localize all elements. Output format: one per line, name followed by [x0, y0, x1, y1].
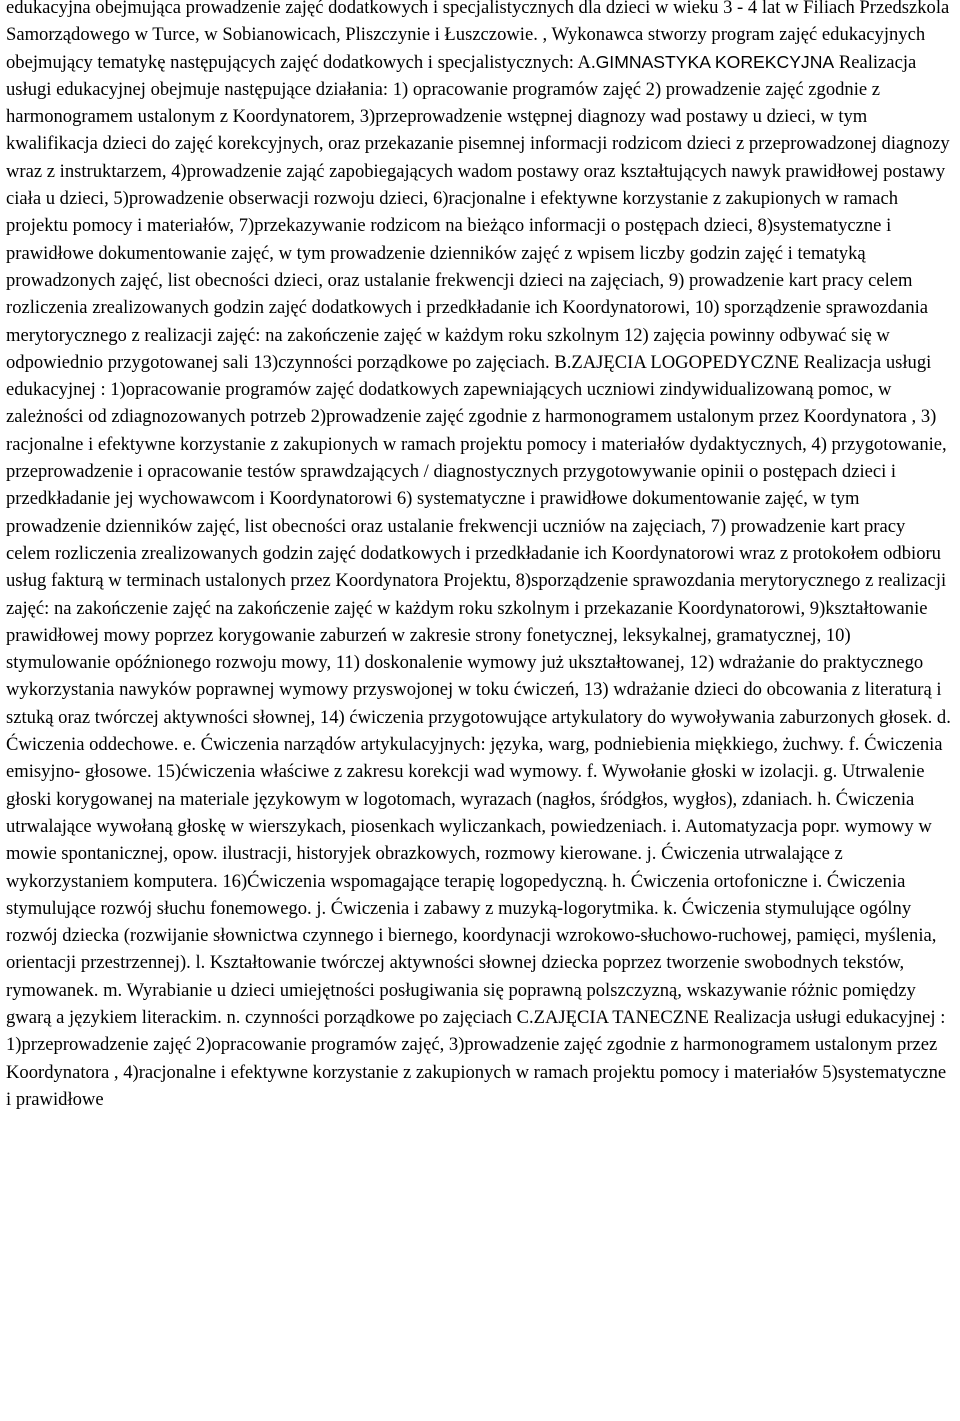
- text-segment-body: Realizacja usługi edukacyjnej obejmuje następujące działania: 1) opracowanie programów zajęć 2) prowadzenie zajęć zgodnie z harmonogramem ustalonym z Koordynatorem, 3)przeprowadzenie wstępnej diagnozy wad postawy u dzieci, w tym kwalifikacja dzieci do zajęć korekcyjnych, oraz przekazanie pisemnej informacji rodzicom dzieci z przeprowadzonej diagnozy wraz z instruktarzem, 4)prowadzenie zająć zapobiegających wadom postawy oraz kształtujących nawyk prawidłowej postawy ciała u dzieci, 5)prowadzenie obserwacji rozwoju dzieci, 6)racjonalne i efektywne korzystanie z zakupionych w ramach projektu pomocy i materiałów, 7)przekazywanie rodzicom na bieżąco informacji o postępach dzieci, 8)systematyczne i prawidłowe dokumentowanie zajęć, w tym prowadzenie dzienników zajęć z wpisem liczby godzin zajęć i tematyką prowadzonych zajęć, list obecności dzieci, oraz ustalanie frekwencji dzieci na zajęciach, 9) prowadzenie kart pracy celem rozliczenia zrealizowanych godzin zajęć dodatkowych i przedkładanie ich Koordynatorowi, 10) sporządzenie sprawozdania merytorycznego z realizacji zajęć: na zakończenie zajęć w każdym roku szkolnym 12) zajęcia powinny odbywać się w odpowiednio przygotowanej sali 13)czynności porządkowe po zajęciach. B.ZAJĘCIA LOGOPEDYCZNE Realizacja usługi edukacyjnej : 1)opracowanie programów zajęć dodatkowych zapewniających uczniowi zindywidualizowaną pomoc, w zależności od zdiagnozowanych potrzeb 2)prowadzenie zajęć zgodnie z harmonogramem ustalonym przez Koordynatora , 3) racjonalne i efektywne korzystanie z zakupionych w ramach projektu pomocy i materiałów dydaktycznych, 4) przygotowanie, przeprowadzenie i opracowanie testów sprawdzających / diagnostycznych przygotowywanie opinii o postępach dzieci i przedkładanie jej wychowawcom i Koordynatorowi 6) systematyczne i prawidłowe dokumentowanie zajęć, w tym prowadzenie dzienników zajęć, list obecności oraz ustalanie frekwencji uczniów na zajęciach, 7) prowadzenie kart pracy celem rozliczenia zrealizowanych godzin zajęć dodatkowych i przedkładanie ich Koordynatorowi wraz z protokołem odbioru usług fakturą w terminach ustalonych przez Koordynatora Projektu, 8)sporządzenie sprawozdania merytorycznego z realizacji zajęć: na zakończenie zajęć na zakończenie zajęć w każdym roku szkolnym i przekazanie Koordynatorowi, 9)kształtowanie prawidłowej mowy poprzez korygowanie zaburzeń w zakresie strony fonetycznej, leksykalnej, gramatycznej, 10) stymulowanie opóźnionego rozwoju mowy, 11) doskonalenie wymowy już ukształtowanej, 12) wdrażanie do praktycznego wykorzystania nawyków poprawnej wymowy przyswojonej w toku ćwiczeń, 13) wdrażanie dzieci do obcowania z literaturą i sztuką oraz twórczej aktywności słownej, 14) ćwiczenia przygotowujące artykulatory do wywoływania zaburzonych głosek. d. Ćwiczenia oddechowe. e. Ćwiczenia narządów artykulacyjnych: języka, warg, podniebienia miękkiego, żuchwy. f. Ćwiczenia emisyjno- głosowe. 15)ćwiczenia właściwe z zakresu korekcji wad wymowy. f. Wywołanie głoski w izolacji. g. Utrwalenie głoski korygowanej na materiale językowym w logotomach, wyrazach (nagłos, śródgłos, wygłos), zdaniach. h. Ćwiczenia utrwalające wywołaną głoskę w wierszykach, piosenkach wyliczankach, powiedzeniach. i. Automatyzacja popr. wymowy w mowie spontanicznej, opow. ilustracji, historyjek obrazkowych, rozmowy kierowane. j. Ćwiczenia utrwalające z wykorzystaniem komputera. 16)Ćwiczenia wspomagające terapię logopedyczną. h. Ćwiczenia ortofoniczne i. Ćwiczenia stymulujące rozwój słuchu fonemowego. j. Ćwiczenia i zabawy z muzyką-logorytmika. k. Ćwiczenia stymulujące ogólny rozwój dziecka (rozwijanie słownictwa czynnego i biernego, koordynacji wzrokowo-słuchowo-ruchowej, pamięci, myślenia, orientacji przestrzennej). l. Kształtowanie twórczej aktywności słownej dziecka poprzez tworzenie swobodnych tekstów, rymowanek. m. Wyrabianie u dzieci umiejętności posługiwania się poprawną polszczyzną, wskazywanie różnic pomiędzy gwarą a językiem literackim. n. czynności porządkowe po zajęciach C.ZAJĘCIA TANECZNE Realizacja usługi edukacyjnej : 1)przeprowadzenie zajęć 2)opracowanie programów zajęć, 3)prowadzenie zajęć zgodnie z harmonogramem ustalonym przez Koordynatora , 4)racjonalne i efektywne korzystanie z zakupionych w ramach projektu pomocy i materiałów 5)systematyczne i prawidłowe: [6, 51, 951, 1110]
- text-segment-gimnastyka-heading: GIMNASTYKA KOREKCYJNA: [595, 51, 835, 72]
- text-segment-intro: edukacyjna obejmująca prowadzenie zajęć dodatkowych i specjalistycznych dla dzieci w wieku 3 - 4 lat w Filiach Przedszkola Samorządowego w Turce, w Sobianowicach, Pliszczynie i Łuszczowie. , Wykonawca stworzy program zajęć edukacyjnych obejmujący tematykę następujących zajęć dodatkowych i specjalistycznych: A.: [6, 0, 950, 73]
- document-body-text: [6, 0, 954, 1113]
